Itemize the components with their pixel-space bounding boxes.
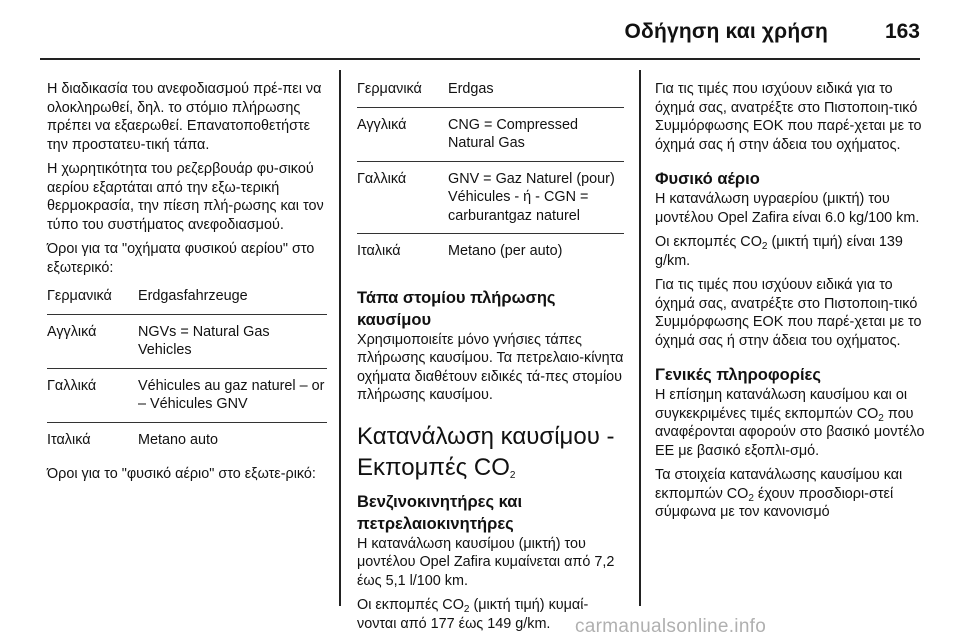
section-heading-natural-gas: Φυσικό αέριο xyxy=(655,170,760,188)
paragraph: Για τις τιμές που ισχύουν ειδικά για το όχημά σας, ανατρέξτε στο Πιστοποιη-τικό Συμμόρφωσης ΕΟΚ που παρέ-χεται με το όχημά σας ή στην άδεια του οχήματος. xyxy=(655,277,922,349)
paragraph: Όροι για τα "οχήματα φυσικού αερίου" στο εξωτερικό: xyxy=(47,241,315,276)
section-heading-general-info: Γενικές πληροφορίες xyxy=(655,366,821,384)
table-row: Γαλλικά GNV = Gaz Naturel (pour) Véhicules - ή - CGN = carburantgaz naturel xyxy=(357,170,624,235)
paragraph: Χρησιμοποιείτε μόνο γνήσιες τάπες πλήρωσης καυσίμου. Τα πετρελαιο-κίνητα οχήματα διαθέτουν ειδικές τά-πες στομίου πλήρωσης καυσίμου. xyxy=(357,331,624,403)
column-divider-1 xyxy=(339,70,341,606)
column-2 xyxy=(357,80,624,639)
paragraph: Η επίσημη κατανάλωση καυσίμου και οι συγκεκριμένες τιμές εκπομπών $CO_2$ που αναφέρονται αφορούν στο βασικό μοντέλο ΕΕ με βασικό εξοπλι-σμό. xyxy=(655,387,925,459)
paragraph: Η κατανάλωση καυσίμου (μικτή) του μοντέλου Opel Zafira κυμαίνεται από 7,2 έως 5,1 l/100 km. xyxy=(357,535,615,589)
chapter-heading: Κατανάλωση καυσίμου - Εκπομπές $CO_2$ xyxy=(357,422,615,481)
table-row: Γερμανικά Erdgas xyxy=(357,80,624,108)
header-rule xyxy=(40,58,920,60)
paragraph: Για τις τιμές που ισχύουν ειδικά για το όχημά σας, ανατρέξτε στο Πιστοποιη-τικό Συμμόρφωσης ΕΟΚ που παρέ-χεται με το όχημά σας ή στην άδεια του οχήματος. xyxy=(655,81,922,153)
page-title: Οδήγηση και χρήση xyxy=(624,20,828,43)
paragraph: Όροι για το "φυσικό αέριο" στο εξωτε-ρικό: xyxy=(47,466,316,482)
paragraph: Οι εκπομπές $CO_2$ (μικτή τιμή) είναι 139 g/km. xyxy=(655,234,903,269)
terms-table-gas xyxy=(357,80,624,269)
paragraph: Τα στοιχεία κατανάλωσης καυσίμου και εκπομπών $CO_2$ έχουν προσδιορι-στεί σύμφωνα με τον κανονισμό xyxy=(655,467,903,520)
section-heading-petrol-diesel: Βενζινοκινητήρες και πετρελαιοκινητήρες xyxy=(357,492,523,533)
column-divider-2 xyxy=(639,70,641,606)
paragraph: Η χωρητικότητα του ρεζερβουάρ φυ-σικού αερίου εξαρτάται από την εξω-τερική θερμοκρασία, την πίεση πλή-ρωσης και τον τύπο του συστήματος ανεφοδιασμού. xyxy=(47,161,324,233)
table-row: Ιταλικά Metano auto xyxy=(47,431,219,448)
section-heading-filler-cap: Τάπα στομίου πλήρωσης καυσίμου xyxy=(357,288,556,329)
page-header xyxy=(40,20,920,50)
column-3 xyxy=(655,80,930,528)
table-row: Αγγλικά CNG = Compressed Natural Gas xyxy=(357,116,624,162)
paragraph: Η διαδικασία του ανεφοδιασμού πρέ-πει να ολοκληρωθεί, δηλ. το στόμιο πλήρωσης πρέπει να εξαερωθεί. Επανατοποθετήστε την προστατευ-τική τάπα. xyxy=(47,81,322,153)
page-number: 163 xyxy=(884,20,920,43)
watermark: carmanualsonline.info xyxy=(575,616,767,637)
terms-table-vehicles xyxy=(47,287,327,457)
paragraph: Η κατανάλωση υγραερίου (μικτή) του μοντέλου Opel Zafira είναι 6.0 kg/100 km. xyxy=(655,191,920,226)
column-1 xyxy=(47,80,327,490)
table-row: Γερμανικά Erdgasfahrzeuge xyxy=(47,287,327,315)
table-row: Αγγλικά NGVs = Natural Gas Vehicles xyxy=(47,323,327,369)
paragraph: Οι εκπομπές $CO_2$ (μικτή τιμή) κυμαί-νονται από 177 έως 149 g/km. xyxy=(357,597,589,632)
table-row: Γαλλικά Véhicules au gaz naturel – or – Véhicules GNV xyxy=(47,377,327,423)
table-row: Ιταλικά Metano (per auto) xyxy=(357,243,563,259)
